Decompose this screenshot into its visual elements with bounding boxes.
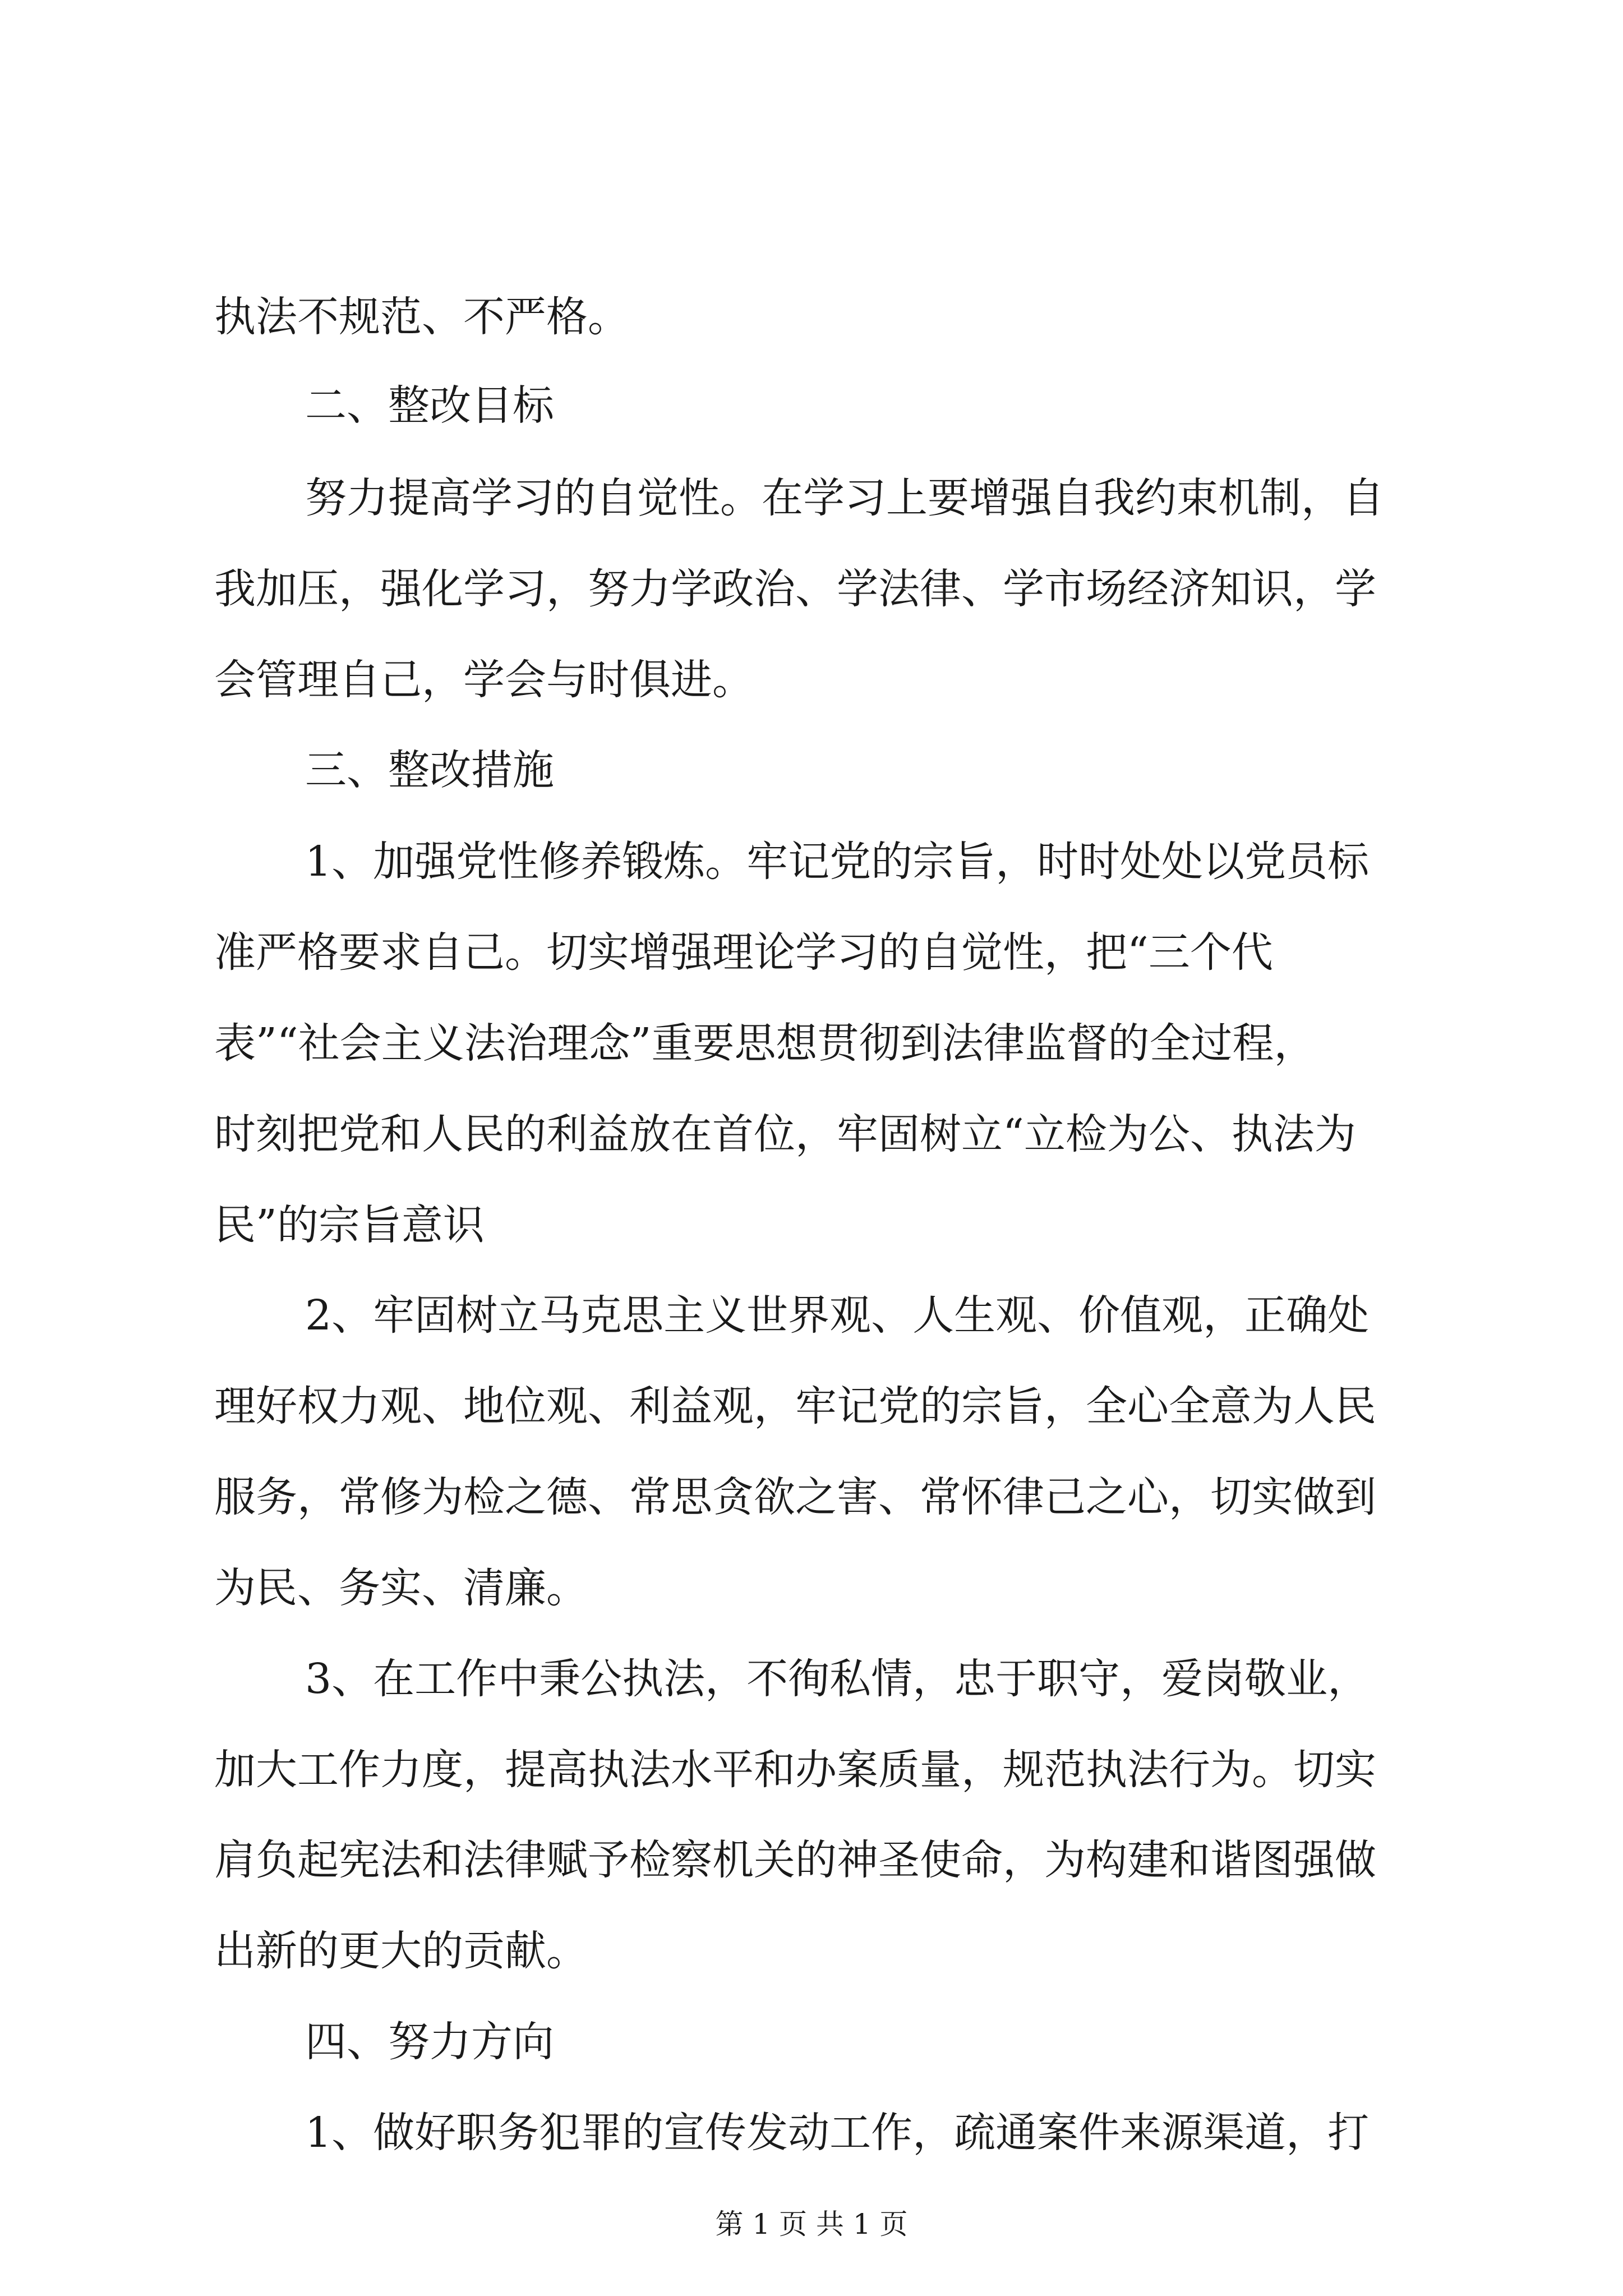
body-line: 表”“社会主义法治理念”重要思想贯彻到法律监督的全过程， — [214, 1019, 1316, 1068]
body-line: 努力提高学习的自觉性。在学习上要增强自我约束机制，自 — [305, 474, 1384, 522]
body-line: 肩负起宪法和法律赋予检察机关的神圣使命，为构建和谐图强做 — [214, 1836, 1376, 1884]
body-line: 理好权力观、地位观、利益观，牢记党的宗旨，全心全意为人民 — [214, 1382, 1376, 1430]
section-heading: 四、努力方向 — [305, 2018, 554, 2066]
section-heading: 三、整改措施 — [305, 746, 554, 794]
section-heading: 二、整改目标 — [305, 381, 554, 430]
body-line: 准严格要求自己。切实增强理论学习的自觉性，把“三个代 — [214, 928, 1273, 977]
body-line: 1、做好职务犯罪的宣传发动工作，疏通案件来源渠道，打 — [305, 2109, 1370, 2157]
body-line: 2、牢固树立马克思主义世界观、人生观、价值观，正确处 — [305, 1291, 1370, 1340]
body-line: 执法不规范、不严格。 — [214, 293, 629, 341]
body-line: 会管理自己，学会与时俱进。 — [214, 656, 754, 704]
page-number-footer: 第 1 页 共 1 页 — [715, 2208, 908, 2240]
body-line: 1、加强党性修养锻炼。牢记党的宗旨，时时处处以党员标 — [305, 838, 1370, 886]
body-line: 为民、务实、清廉。 — [214, 1564, 588, 1612]
body-line: 我加压，强化学习，努力学政治、学法律、学市场经济知识，学 — [214, 565, 1376, 613]
body-line: 时刻把党和人民的利益放在首位，牢固树立“立检为公、执法为 — [214, 1110, 1356, 1158]
body-line: 民”的宗旨意识 — [214, 1201, 485, 1249]
body-line: 加大工作力度，提高执法水平和办案质量，规范执法行为。切实 — [214, 1746, 1376, 1794]
body-line: 3、在工作中秉公执法，不徇私情，忠于职守，爱岗敬业， — [305, 1655, 1370, 1703]
body-line: 服务，常修为检之德、常思贪欲之害、常怀律己之心，切实做到 — [214, 1473, 1376, 1521]
body-line: 出新的更大的贡献。 — [214, 1927, 588, 1975]
